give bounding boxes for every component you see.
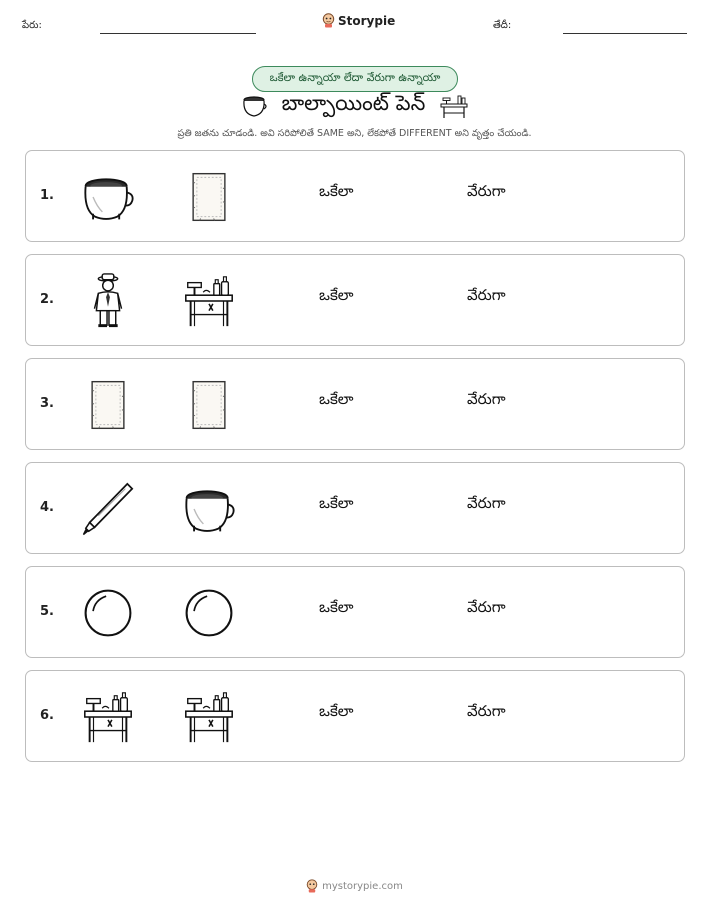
workbench-image	[179, 271, 239, 331]
same-option[interactable]: ఒకేలా	[319, 598, 354, 616]
worksheet-type-badge: ఒకేలా ఉన్నాయా లేదా వేరుగా ఉన్నాయా	[252, 66, 458, 92]
workbench-icon	[439, 93, 469, 119]
storypie-mascot-icon	[322, 13, 335, 28]
same-option[interactable]: ఒకేలా	[319, 702, 354, 720]
question-row-1	[25, 150, 685, 242]
question-row-4	[25, 462, 685, 554]
title-row	[0, 90, 709, 122]
date-line[interactable]	[563, 33, 687, 34]
pot-image	[179, 479, 239, 539]
different-option[interactable]: వేరుగా	[467, 598, 506, 616]
brand-name: Storypie	[338, 13, 396, 28]
question-row-6	[25, 670, 685, 762]
pen-image	[78, 479, 138, 539]
workbench-image	[78, 687, 138, 747]
paper-image	[78, 375, 138, 435]
question-number: 6.	[40, 708, 54, 723]
question-row-2	[25, 254, 685, 346]
workbench-image	[179, 687, 239, 747]
pot-icon	[240, 94, 268, 118]
same-option[interactable]: ఒకేలా	[319, 286, 354, 304]
storypie-mascot-icon	[306, 879, 318, 893]
name-label: పేరు:	[22, 20, 42, 31]
question-row-3	[25, 358, 685, 450]
paper-image	[179, 375, 239, 435]
question-number: 5.	[40, 604, 54, 619]
circle-image	[179, 583, 239, 643]
paper-image	[179, 167, 239, 227]
question-row-5	[25, 566, 685, 658]
pot-image	[78, 167, 138, 227]
instruction-text: ప్రతి జతను చూడండి. అవి సరిపోలితే SAME అని, లేకపోతే DIFFERENT అని వృత్తం చేయండి.	[177, 128, 532, 139]
question-number: 2.	[40, 292, 54, 307]
different-option[interactable]: వేరుగా	[467, 702, 506, 720]
different-option[interactable]: వేరుగా	[467, 390, 506, 408]
man-image	[78, 271, 138, 331]
same-option[interactable]: ఒకేలా	[319, 390, 354, 408]
name-line[interactable]	[100, 33, 256, 34]
question-number: 1.	[40, 188, 54, 203]
different-option[interactable]: వేరుగా	[467, 286, 506, 304]
question-number: 4.	[40, 500, 54, 515]
question-number: 3.	[40, 396, 54, 411]
date-label: తేదీ:	[493, 20, 512, 31]
different-option[interactable]: వేరుగా	[467, 182, 506, 200]
same-option[interactable]: ఒకేలా	[319, 182, 354, 200]
page-title: బాల్పాయింట్ పెన్	[281, 91, 426, 115]
circle-image	[78, 583, 138, 643]
footer-website[interactable]: mystorypie.com	[322, 880, 403, 892]
brand-logo	[322, 13, 395, 28]
different-option[interactable]: వేరుగా	[467, 494, 506, 512]
same-option[interactable]: ఒకేలా	[319, 494, 354, 512]
footer	[0, 879, 709, 893]
